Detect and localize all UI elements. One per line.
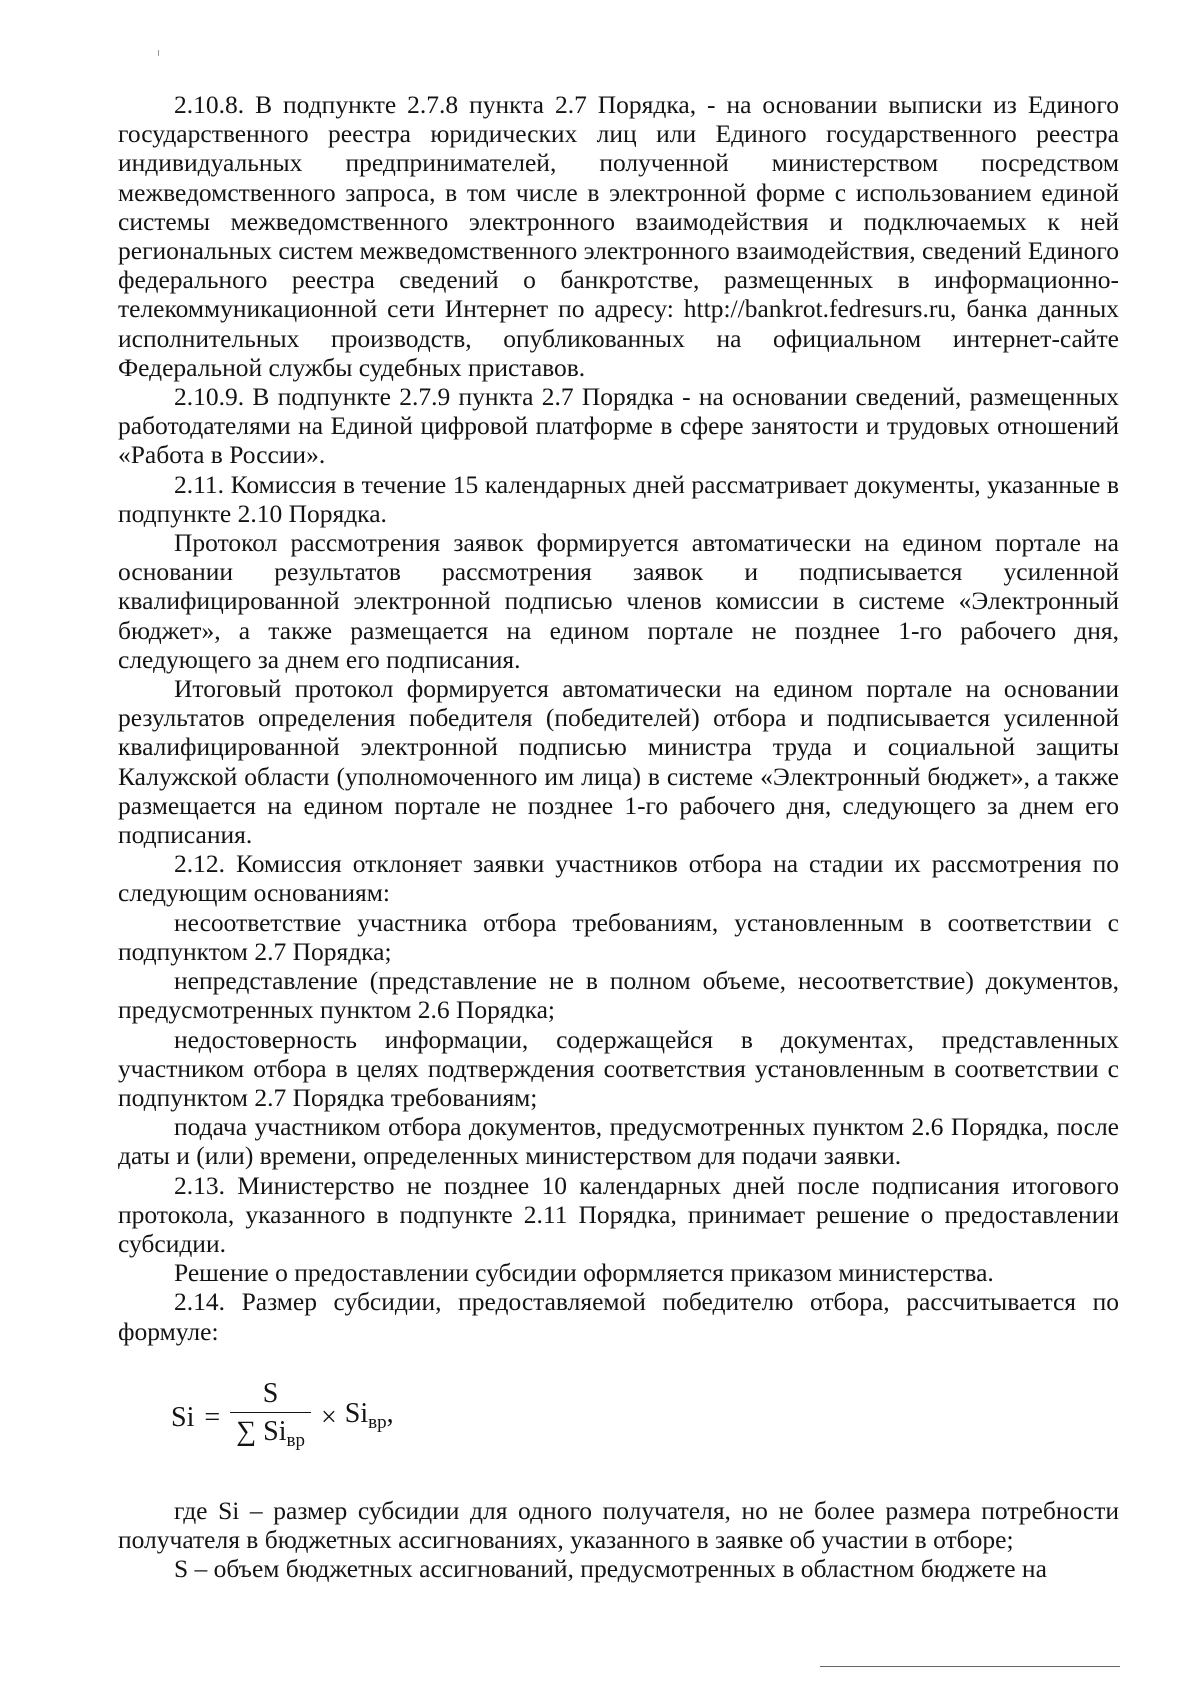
paragraph-rejection-reason-3: недостоверность информации, содержащейся в документах, представленных участником отбора в целях подтверждения соответствия установленным в соответствии с подпунктом 2.7 Порядка требованиям; [118, 1024, 1119, 1112]
formula-numerator: S [262, 1377, 279, 1409]
formula-fraction [230, 1378, 311, 1458]
paragraph-where-si: где Si – размер субсидии для одного получателя, но не более размера потребности получателя в бюджетных ассигнованиях, указанного в заявке об участии в отборе; [118, 1495, 1119, 1554]
paragraph-2-10-9: 2.10.9. В подпункте 2.7.9 пункта 2.7 Порядка - на основании сведений, размещенных работодателями на Единой цифровой платформе в сфере занятости и трудовых отношений «Работа в России». [118, 382, 1119, 470]
paragraph-rejection-reason-4: подача участником отбора документов, предусмотренных пунктом 2.6 Порядка, после даты и (или) времени, определенных министерством для подачи заявки. [118, 1112, 1119, 1171]
paragraph-rejection-reason-2: непредставление (представление не в полном объеме, несоответствие) документов, предусмотренных пунктом 2.6 Порядка; [118, 966, 1119, 1025]
paragraph-protocol: Протокол рассмотрения заявок формируется автоматически на едином портале на основании результатов рассмотрения заявок и подписывается усиленной квалифицированной электронной подписью членов комиссии в системе «Электронный бюджет», а также размещается на едином портале не позднее 1-го рабочего дня, следующего за днем его подписания. [118, 528, 1119, 674]
footer-rule [820, 1666, 1120, 1667]
paragraph-2-11: 2.11. Комиссия в течение 15 календарных дней рассматривает документы, указанные в подпункте 2.10 Порядка. [118, 469, 1119, 528]
paragraph-2-14: 2.14. Размер субсидии, предоставляемой победителю отбора, рассчитывается по формуле: [118, 1287, 1119, 1346]
formula-denominator [230, 1412, 311, 1458]
formula-rhs [345, 1399, 394, 1437]
formula-rhs-base: Si [344, 1397, 369, 1429]
formula-times: × [320, 1402, 337, 1434]
formula-denominator-sub: вр [286, 1429, 305, 1451]
paragraph-final-protocol: Итоговый протокол формируется автоматически на едином портале на основании результатов определения победителя (победителей) отбора и подписывается усиленной квалифицированной электронной подписью министра труда и социальной защиты Калужской области (уполномоченного им лица) в системе «Электронный бюджет», а также размещается на едином портале не позднее 1-го рабочего дня, следующего за днем его подписания. [118, 674, 1119, 850]
formula-tail: , [386, 1397, 394, 1429]
formula-expression [171, 1378, 394, 1458]
paragraph-2-10-8: 2.10.8. В подпункте 2.7.8 пункта 2.7 Порядка, - на основании выписки из Единого государственного реестра юридических лиц или Единого государственного реестра индивидуальных предпринимателей, полученной министерством посредством межведомственного запроса, в том числе в электронной форме с использованием единой системы межведомственного электронного взаимодействия и подключаемых к ней региональных систем межведомственного электронного взаимодействия, сведений Единого федерального реестра сведений о банкротстве, размещенных в информационно-телекоммуникационной сети Интернет по адресу: http://bankrot.fedresurs.ru, банка данных исполнительных производств, опубликованных на официальном интернет-сайте Федеральной службы судебных приставов. [118, 90, 1119, 382]
formula-equals: = [204, 1402, 221, 1434]
formula-lhs: Si [171, 1402, 195, 1434]
paragraph-decision: Решение о предоставлении субсидии оформляется приказом министерства. [174, 1258, 994, 1288]
subsidy-formula [118, 1346, 1119, 1496]
paragraph-rejection-reason-1: несоответствие участника отбора требованиям, установленным в соответствии с подпунктом 2.7 Порядка; [118, 907, 1119, 966]
formula-rhs-sub: вр [368, 1411, 387, 1433]
paragraph-2-13: 2.13. Министерство не позднее 10 календарных дней после подписания итогового протокола, указанного в подпункте 2.11 Порядка, принимает решение о предоставлении субсидии. [118, 1170, 1119, 1258]
paragraph-2-12: 2.12. Комиссия отклоняет заявки участников отбора на стадии их рассмотрения по следующим основаниям: [118, 849, 1119, 908]
paragraph-where-s: S – объем бюджетных ассигнований, предусмотренных в областном бюджете на [174, 1554, 1047, 1584]
formula-denominator-base: ∑ Si [236, 1415, 287, 1447]
scan-mark [158, 50, 159, 56]
